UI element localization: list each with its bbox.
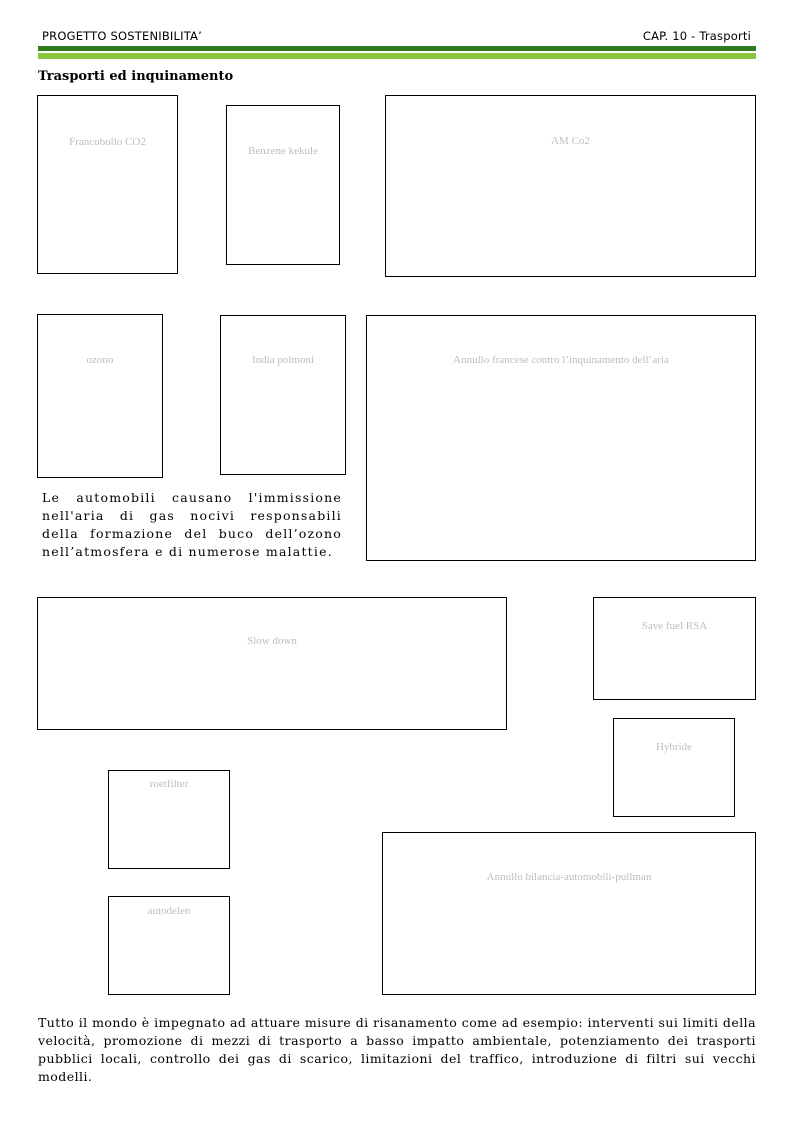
image-placeholder-save-fuel-rsa: [593, 597, 756, 700]
image-placeholder-francobollo-co2: [37, 95, 178, 274]
image-caption: autodelen: [147, 905, 191, 917]
image-caption: Annullo francese contro l’inquinamento dell’aria: [453, 354, 669, 366]
image-caption: AM Co2: [551, 135, 590, 147]
paragraph-world-measures: Tutto il mondo è impegnato ad attuare misure di risanamento come ad esempio: interventi sui limiti della velocità, promozione di mezzi di trasporto a basso impatto ambientale, potenziamento dei trasporti pubblici locali, controllo dei gas di scarico, limitazioni del traffico, introduzione di filtri sui vecchi modelli.: [38, 1015, 756, 1084]
paragraph-cars-pollution: Le automobili causano l'immissione nell'aria di gas nocivi responsabili della formazione del buco dell’ozono nell’atmosfera e di numerose malattie.: [42, 490, 342, 559]
image-caption: Francobollo CO2: [69, 136, 146, 148]
header-divider-light: [38, 53, 756, 59]
image-placeholder-hybride: [613, 718, 735, 817]
image-caption: ozono: [86, 354, 114, 366]
header-chapter: CAP. 10 - Trasporti: [642, 29, 751, 43]
image-placeholder-roetfilter: [108, 770, 230, 869]
image-caption: Benzene kekule: [248, 145, 318, 157]
image-placeholder-slow-down: [37, 597, 507, 730]
image-placeholder-annullo-bilancia: [382, 832, 756, 995]
section-title: Trasporti ed inquinamento: [38, 69, 234, 84]
header-project-title: PROGETTO SOSTENIBILITA’: [42, 29, 202, 43]
image-caption: Annullo bilancia-automobili-pullman: [486, 871, 652, 883]
image-caption: India polmoni: [251, 354, 315, 366]
image-caption: Hybride: [655, 741, 693, 753]
image-placeholder-autodelen: [108, 896, 230, 995]
image-caption: roetfilter: [149, 778, 189, 790]
image-placeholder-annullo-francese: [366, 315, 756, 561]
image-placeholder-ozono: [37, 314, 163, 478]
image-placeholder-am-co2: [385, 95, 756, 277]
image-placeholder-benzene-kekule: [226, 105, 340, 265]
image-caption: Slow down: [247, 635, 297, 647]
header-divider-dark: [38, 46, 756, 51]
image-placeholder-india-polmoni: [220, 315, 346, 475]
image-caption: Save fuel RSA: [641, 620, 708, 632]
